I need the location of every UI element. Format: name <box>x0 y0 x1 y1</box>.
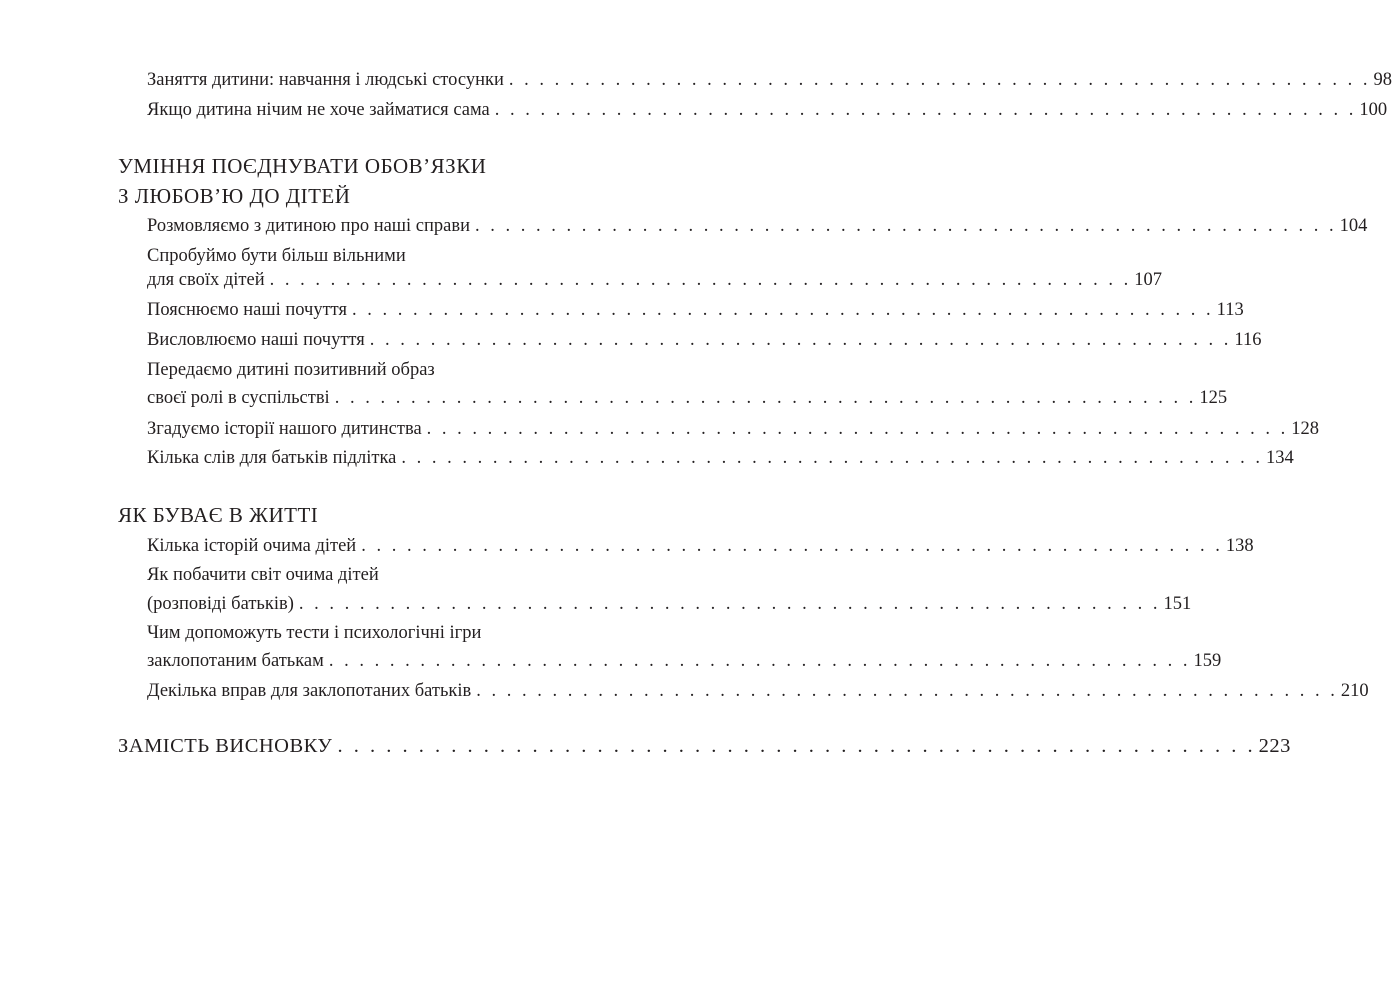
section-heading: УМІННЯ ПОЄДНУВАТИ ОБОВ’ЯЗКИ <box>118 154 487 178</box>
toc-entry[interactable] <box>147 328 1262 352</box>
dot-leader: . . . . . . . . . . . . . . . . . . . . . . . . . . . . . . . . . . . . . . . . . . . . . . . . . . . . . . . . . <box>494 100 1357 120</box>
toc-entry-title-line: Передаємо дитині позитивний образ <box>147 360 435 380</box>
dot-leader: . . . . . . . . . . . . . . . . . . . . . . . . . . . . . . . . . . . . . . . . . . . . . . . . . . . . . . . . . <box>352 300 1214 320</box>
dot-leader: . . . . . . . . . . . . . . . . . . . . . . . . . . . . . . . . . . . . . . . . . . . . . . . . . . . . . . . . . <box>269 270 1132 290</box>
dot-leader: . . . . . . . . . . . . . . . . . . . . . . . . . . . . . . . . . . . . . . . . . . . . . . . . . . . . . . . . . <box>328 651 1191 671</box>
toc-page-number: 138 <box>1225 536 1254 556</box>
dot-leader: . . . . . . . . . . . . . . . . . . . . . . . . . . . . . . . . . . . . . . . . . . . . . . . . . . . . . . . . . <box>298 594 1161 614</box>
toc-entry-title: (розповіді батьків) <box>147 594 294 614</box>
toc-entry-title: Якщо дитина нічим не хоче займатися сама <box>147 100 490 120</box>
toc-entry[interactable] <box>147 298 1244 322</box>
toc-entry-title: Згадуємо історії нашого дитинства <box>147 419 422 439</box>
toc-entry[interactable] <box>147 268 1162 292</box>
section-heading: З ЛЮБОВ’Ю ДО ДІТЕЙ <box>118 184 351 208</box>
toc-entry-title: для своїх дітей <box>147 270 265 290</box>
toc-page-number: 223 <box>1258 735 1291 757</box>
toc-entry-title: Декілька вправ для заклопотаних батьків <box>147 681 472 701</box>
toc-entry-title-line: Спробуймо бути більш вільними <box>147 246 406 266</box>
toc-entry-title-line: Чим допоможуть тести і психологічні ігри <box>147 623 482 643</box>
toc-page-number: 104 <box>1339 216 1368 236</box>
toc-entry[interactable] <box>147 592 1192 616</box>
dot-leader: . . . . . . . . . . . . . . . . . . . . . . . . . . . . . . . . . . . . . . . . . . . . . . . . . . . . . . . . . <box>337 735 1256 757</box>
toc-page-number: 134 <box>1266 448 1294 468</box>
dot-leader: . . . . . . . . . . . . . . . . . . . . . . . . . . . . . . . . . . . . . . . . . . . . . . . . . . . . . . . . . <box>475 216 1337 236</box>
toc-entry-title: Пояснюємо наші почуття <box>147 300 348 320</box>
toc-entry-title-line: Як побачити світ очима дітей <box>147 565 379 585</box>
toc-entry[interactable] <box>147 386 1228 410</box>
toc-page-number: 116 <box>1234 330 1262 350</box>
dot-leader: . . . . . . . . . . . . . . . . . . . . . . . . . . . . . . . . . . . . . . . . . . . . . . . . . . . . . . . . . <box>508 70 1371 90</box>
toc-entry-title: Розмовляємо з дитиною про наші справи <box>147 216 471 236</box>
toc-page-number: 100 <box>1359 100 1388 120</box>
toc-entry-title: Кілька слів для батьків підлітка <box>147 448 397 468</box>
toc-page-number: 113 <box>1216 300 1244 320</box>
toc-entry-title: заклопотаним батькам <box>147 651 324 671</box>
dot-leader: . . . . . . . . . . . . . . . . . . . . . . . . . . . . . . . . . . . . . . . . . . . . . . . . . . . . . . . . . <box>401 448 1264 468</box>
toc-page-number: 107 <box>1134 270 1162 290</box>
section-heading: ЯК БУВАЄ В ЖИТТІ <box>118 503 319 527</box>
toc-entry-title: Кілька історій очима дітей <box>147 536 357 556</box>
toc-entry[interactable] <box>147 98 1388 122</box>
toc-page-number: 125 <box>1199 388 1228 408</box>
toc-final-entry[interactable] <box>118 734 1291 758</box>
toc-entry-title: Висловлюємо наші почуття <box>147 330 365 350</box>
dot-leader: . . . . . . . . . . . . . . . . . . . . . . . . . . . . . . . . . . . . . . . . . . . . . . . . . . . . . . . . . <box>334 388 1197 408</box>
toc-entry[interactable] <box>147 679 1369 703</box>
toc-entry[interactable] <box>147 534 1254 558</box>
toc-page-number: 151 <box>1163 594 1192 614</box>
dot-leader: . . . . . . . . . . . . . . . . . . . . . . . . . . . . . . . . . . . . . . . . . . . . . . . . . . . . . . . . . <box>361 536 1223 556</box>
toc-entry-title: Заняття дитини: навчання і людські стосунки <box>147 70 504 90</box>
dot-leader: . . . . . . . . . . . . . . . . . . . . . . . . . . . . . . . . . . . . . . . . . . . . . . . . . . . . . . . . . <box>426 419 1289 439</box>
toc-entry[interactable] <box>147 417 1320 441</box>
toc-entry[interactable] <box>147 214 1368 238</box>
toc-page-number: 159 <box>1193 651 1222 671</box>
toc-page-number: 98 <box>1373 70 1392 90</box>
toc-entry[interactable] <box>147 649 1222 673</box>
dot-leader: . . . . . . . . . . . . . . . . . . . . . . . . . . . . . . . . . . . . . . . . . . . . . . . . . . . . . . . . . <box>369 330 1232 350</box>
dot-leader: . . . . . . . . . . . . . . . . . . . . . . . . . . . . . . . . . . . . . . . . . . . . . . . . . . . . . . . . . <box>476 681 1338 701</box>
toc-entry-title: ЗАМІСТЬ ВИСНОВКУ <box>118 735 333 757</box>
toc-page-number: 210 <box>1340 681 1369 701</box>
toc-page-number: 128 <box>1291 419 1320 439</box>
toc-entry[interactable] <box>147 446 1294 470</box>
toc-entry-title: своєї ролі в суспільстві <box>147 388 330 408</box>
toc-entry[interactable] <box>147 68 1392 92</box>
